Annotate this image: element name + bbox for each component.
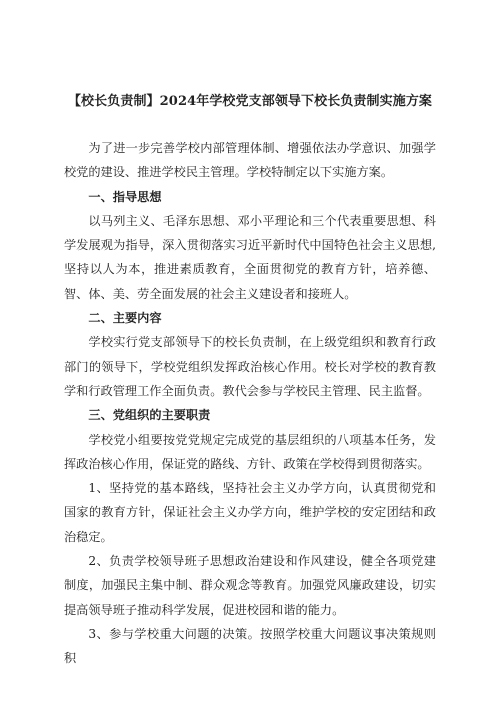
section-heading: 三、党组织的主要职责 bbox=[88, 408, 211, 423]
duty-item-1: 1、坚持党的基本路线，坚持社会主义办学方向，认真贯彻党和国家的教育方针，保证社会主义办学方向，维护学校的安定团结和政治稳定。 bbox=[64, 481, 436, 544]
duty-item-3: 3、参与学校重大问题的决策。按照学校重大问题议事决策规则积 bbox=[64, 626, 436, 666]
section-party-duties bbox=[64, 403, 436, 670]
section-paragraph: 学校实行党支部领导下的校长负责制，在上级党组织和教育行政部门的领导下，学校党组织发挥政治核心作用。校长对学校的教育教学和行政管理工作全面负责。教代会参与学校民主管理、民主监督。 bbox=[64, 335, 436, 398]
intro-paragraph: 为了进一步完善学校内部管理体制、增强依法办学意识、加强学校党的建设、推进学校民主管理。学校特制定以下实施方案。 bbox=[64, 141, 436, 180]
document-body bbox=[64, 136, 436, 671]
section-paragraph: 以马列主义、毛泽东思想、邓小平理论和三个代表重要思想、科学发展观为指导，深入贯彻落实习近平新时代中国特色社会主义思想,坚持以人为本，推进素质教育，全面贯彻党的教育方针，培养德、智、体、美、劳全面发展的社会主义建设者和接班人。 bbox=[64, 213, 436, 301]
section-main-content bbox=[64, 306, 436, 403]
section-guiding-ideology bbox=[64, 185, 436, 306]
document-title: 【校长负责制】2024年学校党支部领导下校长负责制实施方案 bbox=[67, 94, 433, 109]
duty-item-2: 2、负责学校领导班子思想政治建设和作风建设，健全各项党建制度，加强民主集中制、群众观念等教育。加强党风廉政建设，切实提高领导班子推动科学发展，促进校园和谐的能力。 bbox=[64, 554, 436, 617]
section-paragraph: 学校党小组要按党党规定完成党的基层组织的八项基本任务，发挥政治核心作用，保证党的路线、方针、政策在学校得到贯彻落实。 bbox=[64, 432, 436, 471]
section-heading: 二、主要内容 bbox=[88, 311, 162, 326]
section-heading: 一、指导思想 bbox=[88, 189, 162, 204]
